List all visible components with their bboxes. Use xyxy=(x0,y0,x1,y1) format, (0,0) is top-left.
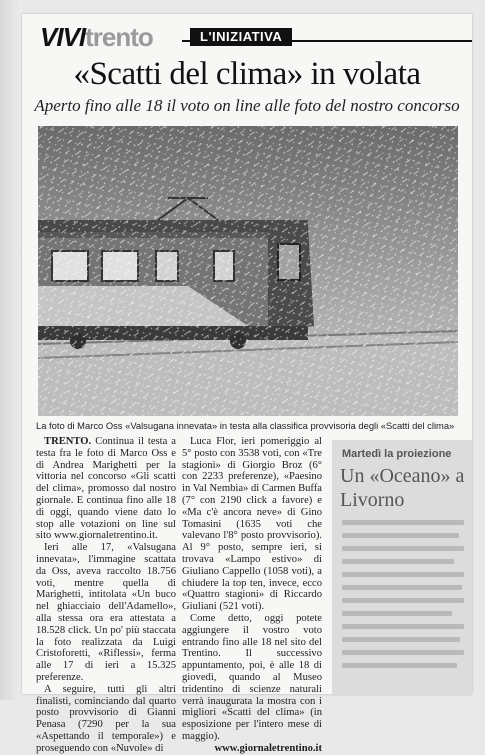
headline: «Scatti del clima» in volata xyxy=(73,56,421,92)
train-in-snowstorm-photo xyxy=(38,126,458,416)
masthead-vivi: VIVI xyxy=(40,22,86,52)
sidebar-faded-text xyxy=(342,520,464,676)
article-paragraph: Come detto, oggi potete aggiungere il vostro voto entrando fino alle 18 nel sito del Trentino. Il successivo appuntamento, poi, è alle 18 di giovedì, quando al Museo tridentino di scienze naturali verrà inaugurata la mostra con i migliori «Scatti del clima» (in esposizione per l'intero mese di maggio). xyxy=(182,612,322,742)
sidebar-title: Un «Oceano» a Livorno xyxy=(340,465,465,511)
article-paragraph: Luca Flor, ieri pomeriggio al 5° posto con 3538 voti, con «Tre stagioni» di Giorgio Broz (6° con 2233 preferenze), «Paesino in Val Nembia» di Carmen Buffa (7° con 2190 click a favore) e «Ma c'è ancora neve» di Gino Tomasini (1635 voti che valevano l'8° posto provvisorio). Al 9° posto, sempre ieri, si trovava «Lampo estivo» di Giuliano Cappello (1058 voti), a chiudere la top ten, invece, ecco «Quattro stagioni» di Riccardo Giuliani (521 voti). xyxy=(182,436,322,613)
article-lead-word: TRENTO. xyxy=(44,436,92,447)
related-article-sidebar xyxy=(332,440,472,696)
article-text: Continua il testa a testa fra le foto di Marco Oss e di Andrea Marighetti per la vittoria nel concorso «Gli scatti del clima», promosso dal nostro giornale. E continua fino alle 18 di oggi, quando viene dato lo stop alle votazioni on line sul sito www.giornaletrentino.it. xyxy=(36,436,176,542)
section-tag: L'INIZIATIVA xyxy=(190,28,292,46)
subhead: Aperto fino alle 18 il voto on line alle foto del nostro concorso xyxy=(34,96,460,115)
sidebar-kicker: Martedì la proiezione xyxy=(342,448,452,460)
article-column-2 xyxy=(182,436,322,755)
masthead-trento: trento xyxy=(85,22,153,52)
website-signature: www.giornaletrentino.it xyxy=(214,742,322,754)
article-paragraph xyxy=(36,436,176,542)
article-column-1 xyxy=(36,436,176,755)
page-left-edge xyxy=(0,0,22,700)
article-paragraph: Ieri alle 17, «Valsugana innevata», l'immagine scattata da Oss, aveva raccolto 18.756 voti, mentre quella di Marighetti, intitolata «Un buco nel ghiacciaio dell'Adamello», alla stessa ora era attestata a 18.528 click. Un po' più staccata la foto realizzata da Luigi Cristoforetti, «Riflessi», ferma alle 17 di ieri a 15.325 preferenze. xyxy=(36,542,176,683)
article-paragraph: A seguire, tutti gli altri finalisti, cominciando dal quarto posto provvisorio di Gianni Penasa (7290 per la sua «Aspettando il temporale») e proseguendo con «Nuvole» di xyxy=(36,683,176,754)
photo-caption: La foto di Marco Oss «Valsugana innevata» in testa alla classifica provvisoria degli «Scatti del clima» xyxy=(36,420,455,431)
masthead xyxy=(40,22,153,52)
photo-illustration xyxy=(38,126,458,416)
newspaper-page xyxy=(22,14,472,754)
